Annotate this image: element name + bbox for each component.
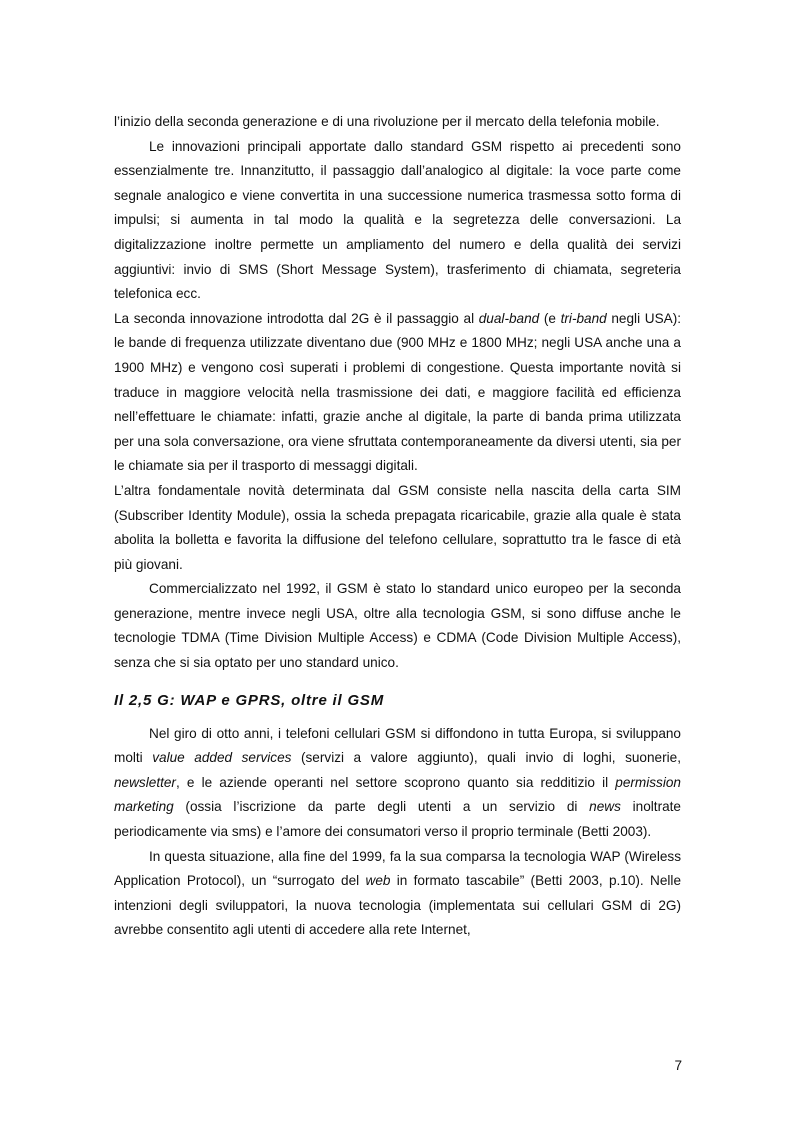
page-number: 7 xyxy=(674,1058,682,1073)
text-run: (ossia l’iscrizione da parte degli utenti a un servizio di xyxy=(173,799,590,815)
text-run: Le innovazioni principali apportate dallo standard GSM rispetto ai precedenti sono essenzialmente tre. Innanzitutto, il passaggio dall’analogico al digitale: la voce parte come segnale analogico e viene convertita in una successione numerica trasmessa sotto forma di impulsi; si aumenta in tal modo la qualità e la segretezza delle conversazioni. La digitalizzazione inoltre permette un ampliamento del numero e della qualità dei servizi aggiuntivi: invio di SMS (Short Message System), trasferimento di chiamata, segreteria telefonica ecc. xyxy=(114,138,681,302)
text-run: Commercializzato nel 1992, il GSM è stato lo standard unico europeo per la seconda generazione, mentre invece negli USA, oltre alla tecnologia GSM, si sono diffuse anche le tecnologie TDMA (Time Division Multiple Access) e CDMA (Code Division Multiple Access), senza che si sia optato per uno standard unico. xyxy=(114,581,681,671)
text-run: La seconda innovazione introdotta dal 2G è il passaggio al xyxy=(114,310,479,326)
text-run: Nel giro di otto anni, i telefoni cellulari GSM si diffondono in tutta Europa, si sviluppano molti xyxy=(114,725,681,766)
paragraph-7 xyxy=(114,845,681,943)
italic-text: dual-band xyxy=(478,310,540,326)
italic-text: tri-band xyxy=(560,310,607,326)
italic-text: web xyxy=(365,873,391,889)
paragraph-4 xyxy=(114,479,681,577)
paragraph-6 xyxy=(114,722,681,845)
text-run: (servizi a valore aggiunto), quali invio di loghi, suonerie, xyxy=(291,750,681,766)
section-heading: Il 2,5 G: WAP e GPRS, oltre il GSM xyxy=(114,691,385,709)
italic-text: value added services xyxy=(152,750,292,766)
page-body xyxy=(114,110,681,943)
paragraph-3 xyxy=(114,307,681,479)
text-run: l’inizio della seconda generazione e di una rivoluzione per il mercato della telefonia mobile. xyxy=(114,114,660,129)
text-run: (e xyxy=(539,310,561,326)
paragraph-5 xyxy=(114,577,681,675)
paragraph-1 xyxy=(114,110,681,135)
text-run: in formato tascabile” (Betti 2003, p.10). Nelle intenzioni degli sviluppatori, la nuova tecnologia (implementata sui cellulari GSM di 2G) avrebbe consentito agli utenti di accedere alla rete Internet, xyxy=(114,873,682,938)
italic-text: permission marketing xyxy=(114,774,681,815)
text-run: In questa situazione, alla fine del 1999, fa la sua comparsa la tecnologia WAP (Wireless Application Protocol), un “surrogato del xyxy=(114,848,681,889)
text-run: , e le aziende operanti nel settore scoprono quanto sia redditizio il xyxy=(175,774,616,790)
text-run: negli USA): le bande di frequenza utilizzate diventano due (900 MHz e 1800 MHz; negli USA anche una a 1900 MHz) e vengono così superati i problemi di congestione. Questa importante novità si traduce in maggiore velocità nella trasmissione dei dati, e maggiore facilità ed efficienza nell’effettuare le chiamate: infatti, grazie anche al digitale, la parte di banda prima utilizzata per una sola conversazione, ora viene sfruttata contemporaneamente da diversi utenti, sia per le chiamate sia per il trasporto di messaggi digitali. xyxy=(114,310,682,474)
italic-text: newsletter xyxy=(114,774,176,790)
text-run: L’altra fondamentale novità determinata dal GSM consiste nella nascita della carta SIM (Subscriber Identity Module), ossia la scheda prepagata ricaricabile, grazie alla quale è stata abolita la bolletta e favorita la diffusione del telefono cellulare, soprattutto tra le fasce di età più giovani. xyxy=(114,482,681,572)
paragraph-2 xyxy=(114,135,681,307)
italic-text: news xyxy=(589,799,621,815)
text-run: inoltrate periodicamente via sms) e l’amore dei consumatori verso il proprio terminale (Betti 2003). xyxy=(114,799,681,840)
